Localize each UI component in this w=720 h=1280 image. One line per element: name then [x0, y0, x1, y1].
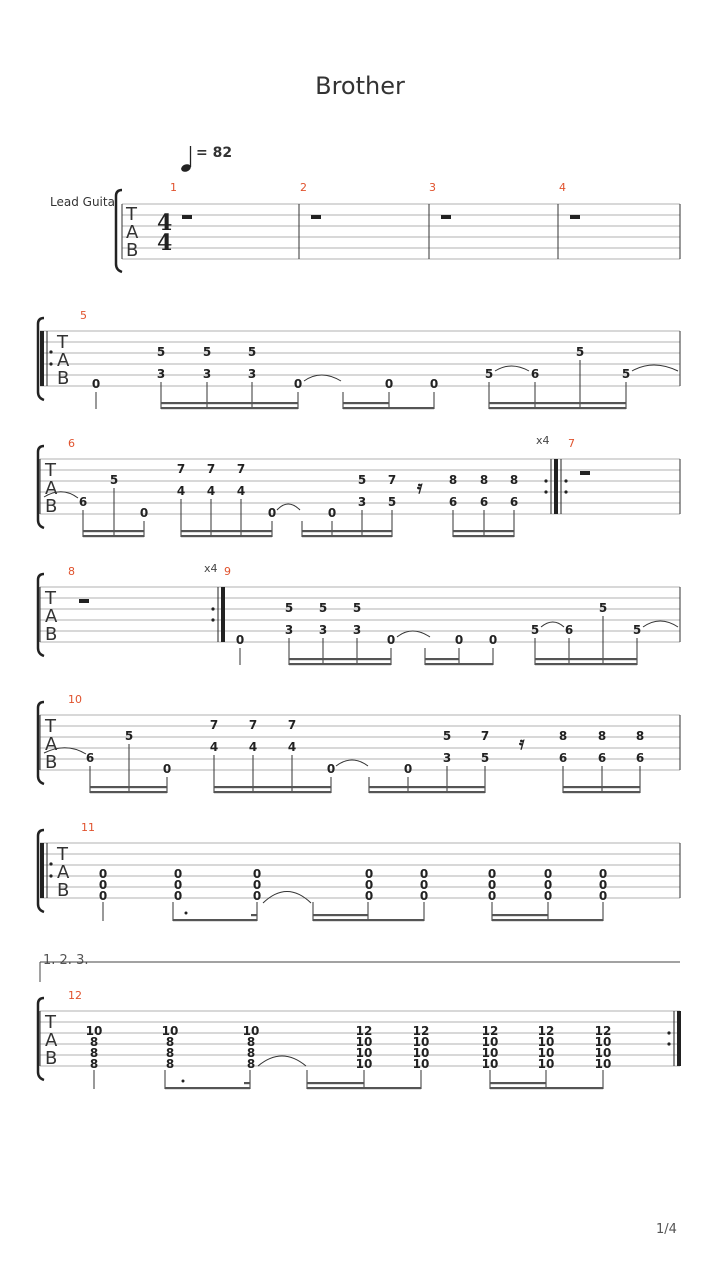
fret-number: 6: [509, 495, 519, 509]
time-signature-bottom: 4: [157, 230, 173, 256]
fret-number: 5: [318, 601, 328, 615]
score-title: Brother: [315, 72, 405, 100]
repeat-start-thick-bar: [40, 843, 44, 898]
fret-number: 0: [386, 633, 396, 647]
fret-number: 4: [236, 484, 246, 498]
fret-number: 5: [247, 345, 257, 359]
fret-number: 0: [91, 377, 101, 391]
fret-number: 7: [248, 718, 258, 732]
measure-number: 6: [68, 437, 75, 450]
fret-number: 0: [326, 762, 336, 776]
fret-number: 10: [412, 1046, 430, 1060]
fret-number: 0: [598, 867, 608, 881]
fret-number: 5: [202, 345, 212, 359]
sixteenth-rest-icon: 𝄿: [417, 477, 423, 498]
measure-number: 5: [80, 309, 87, 322]
tab-letter: B: [45, 624, 58, 645]
fret-number: 10: [355, 1057, 373, 1071]
fret-number: 10: [481, 1057, 499, 1071]
fret-number: 3: [284, 623, 294, 637]
tab-letter: A: [45, 606, 58, 627]
measure-number: 7: [568, 437, 575, 450]
fret-number: 6: [635, 751, 645, 765]
whole-rest-icon: [441, 215, 451, 219]
fret-number: 4: [248, 740, 258, 754]
tab-letter: A: [57, 862, 70, 883]
fret-number: 0: [419, 867, 429, 881]
fret-number: 10: [594, 1046, 612, 1060]
fret-number: 0: [139, 506, 149, 520]
tab-letter: T: [126, 204, 137, 225]
fret-number: 5: [284, 601, 294, 615]
tab-letter: T: [45, 588, 56, 609]
fret-number: 8: [448, 473, 458, 487]
fret-number: 5: [357, 473, 367, 487]
fret-number: 0: [293, 377, 303, 391]
fret-number: 0: [252, 878, 262, 892]
fret-number: 5: [598, 601, 608, 615]
fret-number: 0: [267, 506, 277, 520]
tab-letter: T: [45, 460, 56, 481]
fret-number: 0: [403, 762, 413, 776]
page-number: 1/4: [656, 1222, 677, 1237]
measure-number: 3: [429, 181, 436, 194]
fret-number: 0: [487, 878, 497, 892]
whole-rest-icon: [580, 471, 590, 475]
fret-number: 4: [209, 740, 219, 754]
measure-number: 2: [300, 181, 307, 194]
fret-number: 5: [124, 729, 134, 743]
fret-number: 12: [537, 1024, 555, 1038]
tab-letter: T: [57, 332, 68, 353]
fret-number: 10: [85, 1024, 103, 1038]
fret-number: 5: [387, 495, 397, 509]
tab-letter: B: [45, 496, 58, 517]
fret-number: 0: [419, 878, 429, 892]
fret-number: 0: [487, 867, 497, 881]
fret-number: 8: [246, 1046, 256, 1060]
fret-number: 7: [209, 718, 219, 732]
fret-number: 8: [165, 1057, 175, 1071]
fret-number: 0: [543, 878, 553, 892]
fret-number: 0: [598, 878, 608, 892]
measure-number: 8: [68, 565, 75, 578]
fret-number: 0: [252, 889, 262, 903]
fret-number: 6: [85, 751, 95, 765]
system-4: [38, 562, 680, 665]
fret-number: 3: [318, 623, 328, 637]
whole-rest-icon: [79, 599, 89, 603]
fret-number: 10: [594, 1057, 612, 1071]
fret-number: 0: [98, 889, 108, 903]
tab-letter: T: [57, 844, 68, 865]
fret-number: 0: [173, 878, 183, 892]
repeat-count: x4: [536, 434, 550, 447]
fret-number: 8: [597, 729, 607, 743]
fret-number: 12: [481, 1024, 499, 1038]
fret-number: 8: [479, 473, 489, 487]
fret-number: 5: [632, 623, 642, 637]
fret-number: 0: [364, 889, 374, 903]
fret-number: 0: [98, 867, 108, 881]
fret-number: 8: [89, 1035, 99, 1049]
fret-number: 5: [575, 345, 585, 359]
time-signature-top: 4: [157, 210, 173, 236]
fret-number: 5: [484, 367, 494, 381]
fret-number: 0: [235, 633, 245, 647]
fret-number: 0: [488, 633, 498, 647]
measure-number: 4: [559, 181, 566, 194]
fret-number: 0: [598, 889, 608, 903]
measure-number: 10: [68, 693, 82, 706]
fret-number: 7: [206, 462, 216, 476]
fret-number: 4: [287, 740, 297, 754]
fret-number: 0: [543, 889, 553, 903]
whole-rest-icon: [311, 215, 321, 219]
fret-number: 10: [242, 1024, 260, 1038]
instrument-name: Lead Guita: [50, 195, 115, 209]
fret-number: 3: [357, 495, 367, 509]
fret-number: 0: [98, 878, 108, 892]
whole-rest-icon: [570, 215, 580, 219]
measure-number: 11: [81, 821, 95, 834]
measure-number: 1: [170, 181, 177, 194]
fret-number: 0: [364, 878, 374, 892]
fret-number: 10: [537, 1035, 555, 1049]
fret-number: 10: [412, 1057, 430, 1071]
fret-number: 0: [173, 889, 183, 903]
fret-number: 10: [161, 1024, 179, 1038]
fret-number: 6: [78, 495, 88, 509]
fret-number: 8: [89, 1057, 99, 1071]
fret-number: 0: [487, 889, 497, 903]
fret-number: 6: [564, 623, 574, 637]
volta-bracket-label: 1. 2. 3.: [43, 953, 89, 968]
fret-number: 3: [156, 367, 166, 381]
fret-number: 0: [252, 867, 262, 881]
tempo-marking: = 82: [196, 145, 233, 161]
fret-number: 5: [156, 345, 166, 359]
fret-number: 3: [442, 751, 452, 765]
fret-number: 6: [597, 751, 607, 765]
fret-number: 10: [537, 1046, 555, 1060]
repeat-bar: [554, 459, 558, 514]
fret-number: 0: [173, 867, 183, 881]
tab-letter: A: [45, 1030, 58, 1051]
system-5: [38, 693, 680, 793]
fret-number: 10: [355, 1046, 373, 1060]
fret-number: 5: [530, 623, 540, 637]
fret-number: 0: [162, 762, 172, 776]
tab-letter: A: [57, 350, 70, 371]
system-1: [116, 181, 680, 272]
fret-number: 10: [412, 1035, 430, 1049]
fret-number: 0: [429, 377, 439, 391]
repeat-count: x4: [204, 562, 218, 575]
tab-letter: A: [126, 222, 139, 243]
fret-number: 10: [537, 1057, 555, 1071]
fret-number: 6: [558, 751, 568, 765]
fret-number: 0: [419, 889, 429, 903]
fret-number: 0: [327, 506, 337, 520]
fret-number: 10: [481, 1035, 499, 1049]
measure-number: 9: [224, 565, 231, 578]
tab-letter: T: [45, 1012, 56, 1033]
fret-number: 5: [621, 367, 631, 381]
whole-rest-icon: [182, 215, 192, 219]
tab-letter: B: [45, 1048, 58, 1069]
fret-number: 3: [202, 367, 212, 381]
fret-number: 8: [165, 1046, 175, 1060]
fret-number: 8: [635, 729, 645, 743]
fret-number: 8: [246, 1035, 256, 1049]
tab-letter: A: [45, 478, 58, 499]
tab-letter: B: [57, 880, 70, 901]
repeat-end-thick-bar: [677, 1011, 681, 1066]
fret-number: 6: [479, 495, 489, 509]
repeat-end-thick-bar: [221, 587, 225, 642]
system-6: [38, 821, 680, 921]
fret-number: 0: [454, 633, 464, 647]
fret-number: 7: [387, 473, 397, 487]
tab-letter: T: [45, 716, 56, 737]
fret-number: 8: [89, 1046, 99, 1060]
fret-number: 3: [352, 623, 362, 637]
fret-number: 8: [246, 1057, 256, 1071]
tab-letter: B: [126, 240, 139, 261]
fret-number: 7: [236, 462, 246, 476]
tab-letter: A: [45, 734, 58, 755]
fret-number: 5: [442, 729, 452, 743]
fret-number: 7: [176, 462, 186, 476]
fret-number: 8: [558, 729, 568, 743]
fret-number: 10: [594, 1035, 612, 1049]
fret-number: 5: [109, 473, 119, 487]
repeat-start-thick-bar: [40, 331, 44, 386]
fret-number: 7: [480, 729, 490, 743]
system-7: [38, 989, 681, 1089]
volta-bracket: [40, 962, 680, 982]
fret-number: 0: [384, 377, 394, 391]
fret-number: 6: [448, 495, 458, 509]
fret-number: 10: [481, 1046, 499, 1060]
fret-number: 3: [247, 367, 257, 381]
fret-number: 7: [287, 718, 297, 732]
fret-number: 8: [509, 473, 519, 487]
fret-number: 6: [530, 367, 540, 381]
fret-number: 4: [206, 484, 216, 498]
fret-number: 12: [355, 1024, 373, 1038]
measure-number: 12: [68, 989, 82, 1002]
sixteenth-rest-icon: 𝄿: [519, 733, 525, 754]
system-2: [38, 309, 680, 409]
fret-number: 10: [355, 1035, 373, 1049]
fret-number: 0: [543, 867, 553, 881]
tab-letter: B: [45, 752, 58, 773]
fret-number: 12: [594, 1024, 612, 1038]
fret-number: 5: [352, 601, 362, 615]
fret-number: 4: [176, 484, 186, 498]
fret-number: 5: [480, 751, 490, 765]
fret-number: 8: [165, 1035, 175, 1049]
tab-letter: B: [57, 368, 70, 389]
fret-number: 0: [364, 867, 374, 881]
system-3: [38, 434, 680, 537]
fret-number: 12: [412, 1024, 430, 1038]
